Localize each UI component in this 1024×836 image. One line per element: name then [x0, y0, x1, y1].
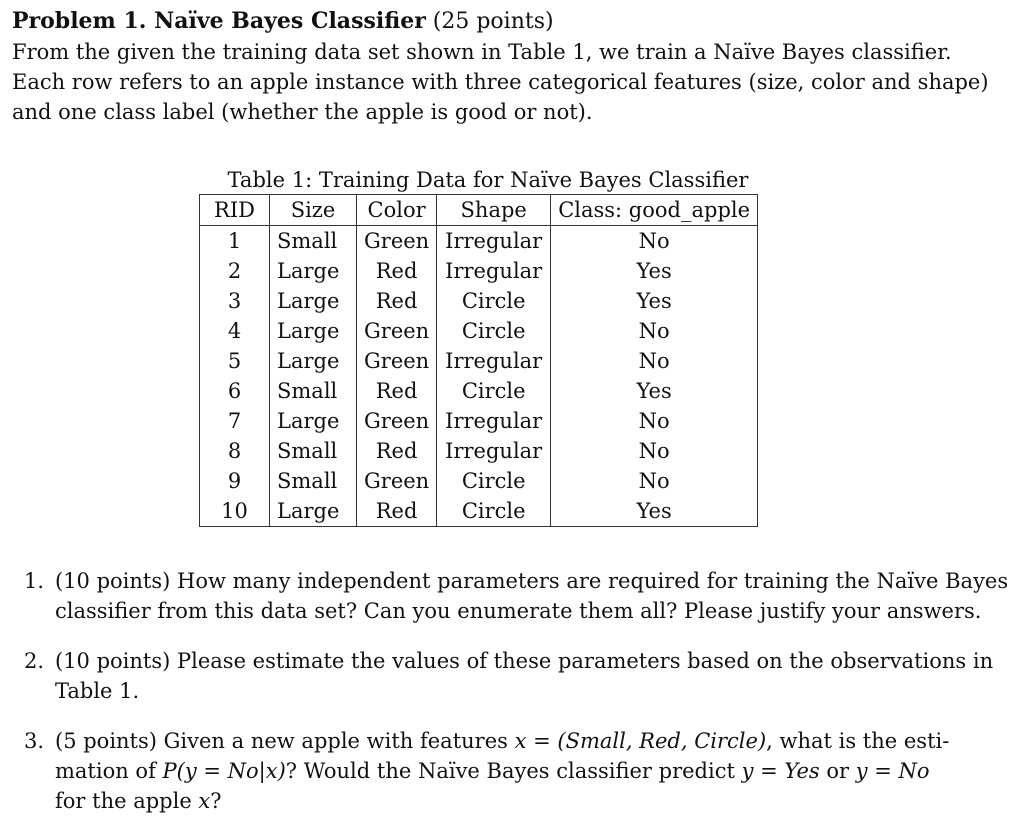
cell-size: Small — [270, 226, 357, 257]
problem-heading — [12, 6, 1012, 37]
question-text: ? — [210, 789, 222, 813]
cell-shape: Irregular — [437, 226, 551, 257]
cell-class: No — [551, 346, 758, 376]
table-row — [200, 496, 758, 527]
table-row — [200, 316, 758, 346]
cell-rid: 10 — [221, 499, 248, 523]
cell-color: Red — [357, 256, 437, 286]
cell-shape: Irregular — [437, 436, 551, 466]
cell-class: No — [551, 466, 758, 496]
cell-rid: 7 — [227, 409, 242, 433]
question-line: Table 1. — [55, 679, 140, 703]
cell-rid: 2 — [227, 259, 242, 283]
question-number: 2. — [24, 649, 45, 673]
cell-class: Yes — [551, 496, 758, 527]
intro-line: From the given the training data set shown in Table 1, we train a Naïve Bayes classifier. — [12, 40, 952, 64]
question-2 — [14, 646, 1004, 706]
question-text: mation of — [55, 759, 163, 783]
math-probability: P(y = No|x) — [162, 759, 286, 783]
question-text: , what is the esti- — [766, 729, 950, 753]
math-x: x — [198, 789, 211, 813]
cell-rid: 9 — [227, 469, 242, 493]
header-color: Color — [357, 195, 437, 226]
problem-title: Problem 1. Naïve Bayes Classifier — [12, 8, 426, 34]
table-caption: Table 1: Training Data for Naïve Bayes Classifier — [227, 168, 749, 192]
cell-shape: Irregular — [437, 256, 551, 286]
cell-color: Green — [357, 406, 437, 436]
problem-points: (25 points) — [432, 9, 554, 34]
cell-color: Green — [357, 466, 437, 496]
cell-color: Red — [357, 376, 437, 406]
question-line: classifier from this data set? Can you enumerate them all? Please justify your answers. — [55, 599, 982, 623]
question-number: 1. — [24, 569, 45, 593]
cell-shape: Circle — [437, 496, 551, 527]
cell-class: Yes — [551, 376, 758, 406]
cell-size: Large — [270, 316, 357, 346]
cell-size: Large — [270, 346, 357, 376]
question-line: (10 points) How many independent parameters are required for training the Naïve Bayes — [55, 569, 1009, 593]
table-row — [200, 346, 758, 376]
math-features: x = (Small, Red, Circle) — [514, 729, 767, 753]
cell-size: Small — [270, 436, 357, 466]
header-shape: Shape — [437, 195, 551, 226]
question-text: ? Would the Naïve Bayes classifier predict — [285, 759, 742, 783]
table-row — [200, 436, 758, 466]
question-number: 3. — [24, 729, 45, 753]
cell-class: No — [551, 436, 758, 466]
header-class: Class: good_apple — [551, 195, 758, 226]
cell-color: Red — [357, 496, 437, 527]
question-3 — [14, 726, 1004, 816]
cell-size: Large — [270, 496, 357, 527]
cell-size: Large — [270, 256, 357, 286]
cell-color: Green — [357, 346, 437, 376]
cell-color: Red — [357, 286, 437, 316]
question-text: for the apple — [55, 789, 199, 813]
table-header-row — [200, 195, 758, 226]
cell-shape: Circle — [437, 376, 551, 406]
cell-size: Small — [270, 376, 357, 406]
cell-size: Large — [270, 406, 357, 436]
intro-line: Each row refers to an apple instance with three categorical features (size, color and shape) — [12, 70, 989, 94]
cell-rid: 3 — [227, 289, 242, 313]
header-rid: RID — [200, 195, 270, 226]
table-row — [200, 376, 758, 406]
question-line — [55, 726, 1004, 756]
cell-class: No — [551, 406, 758, 436]
cell-class: Yes — [551, 256, 758, 286]
cell-rid: 6 — [227, 379, 242, 403]
math-no: y = No — [855, 759, 930, 783]
cell-rid: 8 — [227, 439, 242, 463]
cell-shape: Circle — [437, 466, 551, 496]
problem-intro — [12, 37, 1012, 127]
question-line — [55, 786, 1004, 816]
cell-rid: 4 — [227, 319, 242, 343]
header-size: Size — [270, 195, 357, 226]
question-1 — [14, 566, 1009, 626]
cell-shape: Circle — [437, 286, 551, 316]
table-row — [200, 406, 758, 436]
cell-shape: Irregular — [437, 406, 551, 436]
question-text: or — [819, 759, 856, 783]
training-data-table — [199, 194, 758, 527]
cell-color: Green — [357, 316, 437, 346]
cell-color: Red — [357, 436, 437, 466]
cell-size: Small — [270, 466, 357, 496]
table-row — [200, 256, 758, 286]
table-body — [200, 226, 758, 527]
cell-class: Yes — [551, 286, 758, 316]
table-row — [200, 286, 758, 316]
cell-class: No — [551, 316, 758, 346]
table-row — [200, 226, 758, 257]
cell-shape: Circle — [437, 316, 551, 346]
training-table-block — [199, 166, 777, 527]
math-yes: y = Yes — [741, 759, 820, 783]
cell-class: No — [551, 226, 758, 257]
question-line: (10 points) Please estimate the values of these parameters based on the observations in — [55, 649, 994, 673]
intro-line: and one class label (whether the apple is good or not). — [12, 100, 593, 124]
cell-size: Large — [270, 286, 357, 316]
cell-color: Green — [357, 226, 437, 257]
cell-shape: Irregular — [437, 346, 551, 376]
question-list — [14, 566, 1009, 836]
cell-rid: 5 — [227, 349, 242, 373]
document-page — [12, 6, 1012, 127]
question-line — [55, 756, 1004, 786]
table-row — [200, 466, 758, 496]
cell-rid: 1 — [227, 229, 242, 253]
question-text: (5 points) Given a new apple with features — [55, 729, 515, 753]
